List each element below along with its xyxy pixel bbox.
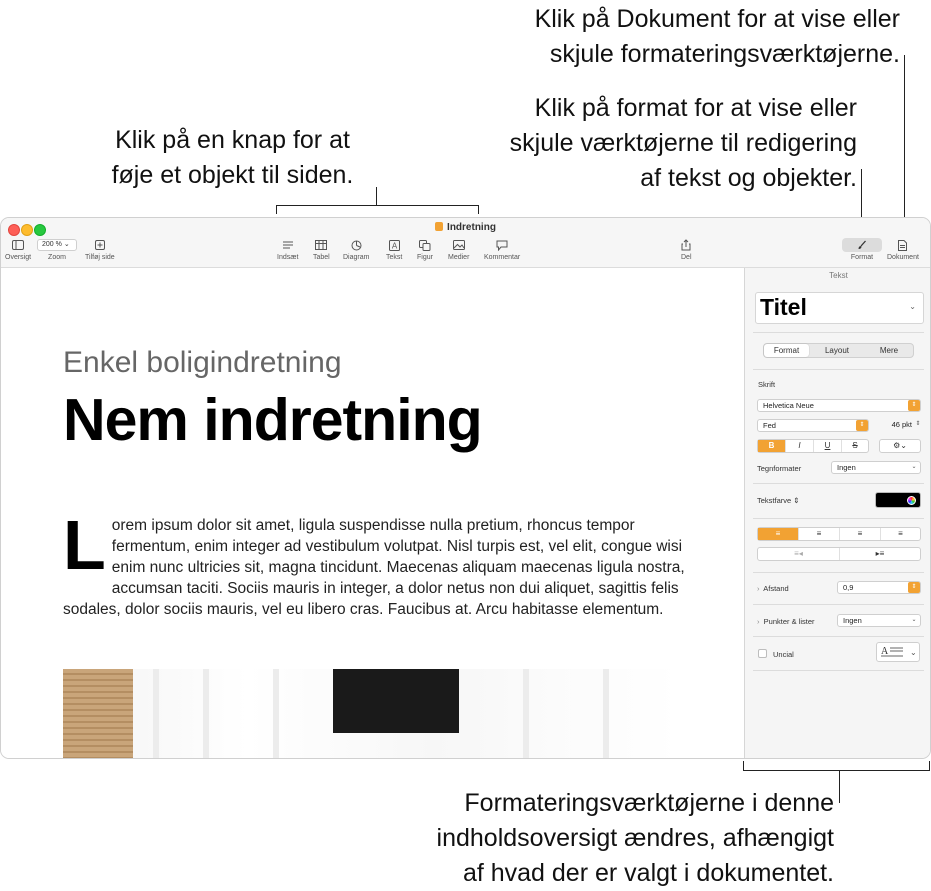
curtain-fold	[603, 669, 609, 759]
gear-icon: ⚙⌄	[893, 441, 907, 450]
document-body-text[interactable]	[63, 506, 708, 620]
updown-arrow-icon: ⇕	[793, 496, 800, 505]
align-right-icon[interactable]: ≡	[840, 528, 881, 540]
insert-icon	[282, 238, 294, 252]
paragraph-style-popup[interactable]	[755, 292, 924, 324]
document-title[interactable]: Nem indretning	[63, 387, 482, 453]
chevron-down-icon: ⌄	[63, 241, 70, 248]
decrease-indent-icon[interactable]: ≡◂	[758, 548, 840, 560]
chevron-down-icon: ⌄	[911, 617, 917, 623]
font-size-field[interactable]	[875, 419, 921, 432]
font-size-value: 46 pkt	[891, 420, 912, 429]
callout-format-button	[510, 91, 857, 196]
toolbar-document-button[interactable]	[887, 238, 919, 261]
divider	[753, 369, 924, 370]
bullets-value: Ingen	[843, 616, 862, 625]
sidebar-header: Tekst	[829, 271, 848, 280]
spacing-disclosure[interactable]	[757, 584, 789, 593]
shape-icon	[419, 238, 431, 252]
text-options-popup[interactable]	[879, 439, 921, 453]
toolbar-media-button[interactable]	[448, 238, 469, 261]
document-icon	[898, 238, 907, 252]
zoom-value[interactable]	[37, 239, 77, 251]
share-icon	[681, 238, 691, 252]
leader-line	[478, 205, 479, 214]
tv-screen-image	[333, 669, 459, 733]
toolbar-text-button[interactable]	[386, 238, 402, 261]
divider	[753, 483, 924, 484]
toolbar-table-button[interactable]	[313, 238, 330, 261]
toolbar-label: Del	[681, 254, 692, 261]
spacing-popup[interactable]	[837, 581, 921, 594]
font-section-label: Skrift	[758, 380, 776, 389]
indent-buttons	[757, 547, 921, 561]
callout-line: Klik på Dokument for at vise eller	[534, 5, 900, 33]
paragraph-style-value: Titel	[760, 294, 807, 320]
leader-line	[929, 761, 930, 771]
font-family-value: Helvetica Neue	[763, 401, 814, 410]
toolbar-label: Tekst	[386, 254, 403, 261]
titlebar	[1, 218, 930, 268]
callout-insert-buttons	[76, 123, 389, 193]
divider	[753, 670, 924, 671]
uncial-checkbox[interactable]	[758, 649, 767, 658]
chevron-down-icon: ⌄	[909, 302, 916, 311]
updown-arrow-icon: ⇕	[856, 420, 868, 431]
svg-text:A: A	[391, 241, 397, 250]
toolbar-label: Tabel	[313, 254, 330, 261]
bullets-disclosure[interactable]	[757, 617, 815, 626]
toolbar-label: Tilføj side	[85, 254, 115, 261]
stepper-icon[interactable]: ⇕	[915, 421, 921, 427]
callout-document-button	[535, 2, 900, 72]
leader-line	[276, 205, 277, 214]
divider	[753, 604, 924, 605]
font-style-value: Fed	[763, 421, 776, 430]
dropcap-preview-icon	[877, 643, 919, 661]
text-color-label-text: Tekstfarve	[757, 496, 792, 505]
sidebar-icon	[12, 238, 24, 252]
toolbar-share-button[interactable]	[681, 238, 692, 261]
leader-line	[743, 770, 930, 771]
callout-line: af hvad der er valgt i dokumentet.	[462, 859, 834, 887]
wood-panel-image	[63, 669, 133, 759]
curtain-fold	[153, 669, 159, 759]
table-icon	[315, 238, 327, 252]
toolbar-label: Medier	[448, 254, 470, 261]
callout-line: skjule formateringsværktøjerne.	[549, 40, 900, 68]
leader-line	[904, 55, 905, 235]
text-style-buttons	[757, 439, 869, 453]
callout-line: Klik på en knap for at	[115, 126, 350, 154]
updown-arrow-icon: ⇕	[908, 400, 920, 411]
toolbar-format-button[interactable]	[842, 238, 882, 261]
text-box-icon	[389, 238, 400, 252]
toolbar-label: Figur	[417, 254, 433, 261]
toolbar-label: Zoom	[48, 254, 66, 261]
updown-arrow-icon: ⇕	[908, 582, 920, 593]
chevron-right-icon: ›	[757, 617, 760, 626]
paintbrush-icon	[842, 238, 882, 252]
toolbar-chart-button[interactable]	[343, 238, 369, 261]
curtain-fold	[203, 669, 209, 759]
interior-photo[interactable]	[63, 669, 679, 759]
strikethrough-button[interactable]: S	[852, 441, 858, 450]
font-style-popup[interactable]	[757, 419, 869, 432]
document-subtitle[interactable]: Enkel boligindretning	[63, 346, 342, 379]
comment-icon	[496, 238, 508, 252]
tab-layout[interactable]: Layout	[824, 346, 850, 355]
format-button-bg	[842, 238, 882, 252]
text-color-well[interactable]	[875, 492, 921, 508]
window-title	[1, 222, 930, 233]
svg-text:⌄: ⌄	[910, 648, 917, 657]
zoom-control	[37, 238, 77, 252]
toolbar-label: Format	[850, 254, 874, 261]
svg-text:A: A	[881, 646, 889, 657]
body-paragraph: orem ipsum dolor sit amet, ligula suspendisse nulla pretium, rhoncus tempor fermentum, enim integer ad vestibulum volutpat. Nisl turpis est, vel elit, congue wisi enim nunc ultricies sit, magna tincidunt. Maecenas aliquam maecenas ligula nostra, accumsan taciti. Sociis mauris in integer, a dolor netus non dui aliquet, sagittis felis sodales, dolor sociis mauris, vel eu libero cras. Faucibus at. Arcu habitasse elementum.	[63, 517, 685, 618]
app-window	[0, 217, 931, 759]
toolbar-zoom-popup[interactable]	[37, 238, 77, 261]
toolbar-comment-button[interactable]	[484, 238, 520, 261]
toolbar-insert-button[interactable]	[277, 238, 298, 261]
toolbar-shape-button[interactable]	[417, 238, 433, 261]
uncial-label: Uncial	[773, 650, 794, 659]
underline-button[interactable]: U	[814, 440, 842, 452]
increase-indent-icon[interactable]: ▸≡	[875, 549, 885, 558]
char-styles-value: Ingen	[837, 463, 856, 472]
bullets-popup[interactable]	[837, 614, 921, 627]
spacing-value: 0,9	[843, 583, 854, 592]
chart-icon	[351, 238, 362, 252]
tab-format[interactable]: Format	[764, 344, 809, 357]
callout-line: indholdsoversigt ændres, afhængigt	[436, 824, 834, 852]
leader-line	[743, 761, 744, 771]
callout-line: Formateringsværktøjerne i denne	[464, 789, 834, 817]
add-page-icon	[95, 238, 105, 252]
callout-line: Klik på format for at vise eller	[534, 94, 857, 122]
alignment-buttons	[757, 527, 921, 541]
toolbar-label: Diagram	[343, 254, 370, 261]
char-styles-label: Tegnformater	[757, 464, 802, 473]
divider	[753, 332, 924, 333]
dropcap-style-popup[interactable]	[876, 642, 920, 662]
align-center-icon[interactable]: ≡	[799, 528, 840, 540]
curtain-fold	[273, 669, 279, 759]
chevron-down-icon: ⌄	[911, 464, 917, 470]
callout-line: skjule værktøjerne til redigering	[509, 129, 857, 157]
tab-more[interactable]: Mere	[879, 346, 899, 355]
leader-line	[839, 770, 840, 803]
align-left-icon[interactable]: ≡	[758, 528, 799, 540]
drop-cap: L	[63, 506, 106, 584]
leader-line	[276, 205, 479, 206]
callout-sidebar	[437, 786, 834, 891]
callout-line: føje et objekt til siden.	[111, 161, 354, 189]
sidebar-tabs	[763, 343, 914, 358]
color-wheel-icon[interactable]	[907, 496, 916, 505]
toolbar-sidebar-button[interactable]	[5, 238, 31, 261]
callout-line: af tekst og objekter.	[640, 164, 857, 192]
bold-button[interactable]: B	[758, 440, 786, 452]
align-justify-icon[interactable]: ≡	[898, 529, 903, 538]
media-icon	[453, 238, 465, 252]
spacing-label: Afstand	[763, 584, 789, 593]
toolbar-label: Kommentar	[484, 254, 521, 261]
toolbar-label: Dokument	[887, 254, 919, 261]
zoom-value-text: 200 %	[42, 241, 62, 248]
char-styles-popup[interactable]	[831, 461, 921, 474]
format-sidebar	[744, 268, 931, 759]
text-color-label[interactable]	[757, 496, 800, 505]
divider	[753, 636, 924, 637]
toolbar-label: Oversigt	[5, 254, 32, 261]
leader-line	[376, 187, 377, 205]
divider	[753, 518, 924, 519]
bullets-label: Punkter & lister	[763, 617, 815, 626]
divider	[753, 572, 924, 573]
toolbar-label: Indsæt	[277, 254, 299, 261]
document-canvas[interactable]	[1, 268, 744, 759]
font-family-popup[interactable]	[757, 399, 921, 412]
document-file-icon	[435, 222, 443, 231]
italic-button[interactable]: I	[786, 440, 814, 452]
chevron-right-icon: ›	[757, 584, 760, 593]
toolbar-add-page-button[interactable]	[85, 238, 115, 261]
curtain-fold	[523, 669, 529, 759]
window-title-text: Indretning	[447, 222, 496, 233]
